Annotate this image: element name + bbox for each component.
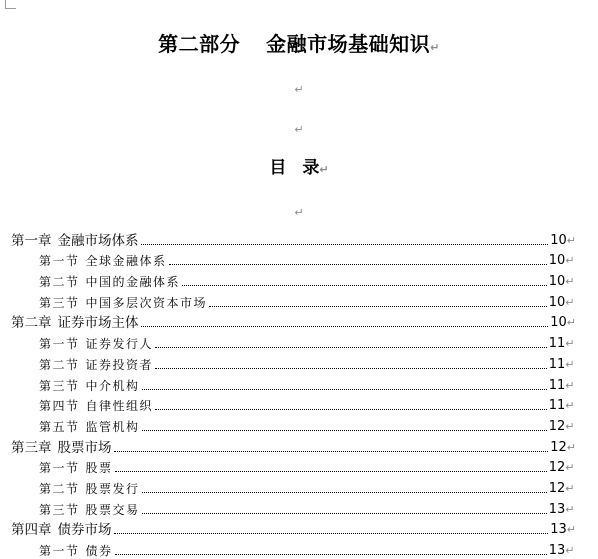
paragraph-mark-icon: ↵ (565, 295, 576, 309)
toc-entry-number: 第二章 (11, 315, 52, 332)
toc-section-entry[interactable] (11, 249, 576, 270)
toc-page-number: 12 (548, 418, 566, 434)
toc-section-entry[interactable] (11, 497, 576, 518)
empty-paragraph (0, 118, 598, 137)
toc-entry-label: 全球金融体系 (85, 254, 167, 269)
paragraph-mark-icon: ↵ (565, 544, 576, 557)
toc-dot-leader (155, 368, 547, 369)
toc-entry-number: 第一节 (39, 544, 80, 558)
toc-page-number: 10 (550, 315, 567, 331)
toc-page-number: 11 (548, 356, 566, 372)
toc-entry-number: 第四节 (39, 399, 80, 414)
text-boundary-corner-mark (5, 0, 16, 9)
toc-entry-number: 第一章 (11, 232, 52, 249)
paragraph-mark-icon: ↵ (294, 206, 304, 219)
toc-section-entry[interactable] (11, 331, 576, 352)
toc-dot-leader (114, 533, 549, 534)
toc-entry-label: 股票发行 (85, 481, 140, 496)
toc-entry-number: 第三节 (39, 378, 80, 393)
paragraph-mark-icon: ↵ (565, 399, 576, 413)
toc-entry-label: 中国的金融体系 (85, 275, 181, 290)
paragraph-mark-icon: ↵ (566, 316, 576, 330)
paragraph-mark-icon: ↵ (566, 523, 576, 537)
toc-chapter-entry[interactable] (11, 435, 576, 456)
toc-dot-leader (114, 451, 549, 452)
toc-section-entry[interactable] (11, 394, 576, 415)
toc-entry-label: 股票市场 (57, 439, 112, 456)
toc-page-number: 11 (548, 336, 566, 352)
toc-entry-number: 第二节 (39, 357, 80, 372)
toc-page-number: 10 (548, 274, 566, 290)
toc-dot-leader (142, 389, 547, 390)
paragraph-mark-icon: ↵ (565, 357, 576, 371)
toc-page-number: 13 (548, 543, 566, 558)
table-of-contents (11, 228, 576, 559)
paragraph-mark-icon: ↵ (430, 41, 440, 54)
toc-dot-leader (142, 492, 547, 493)
toc-dot-leader (155, 409, 547, 410)
toc-entry-label: 股票 (85, 461, 113, 476)
toc-page-number: 13 (550, 522, 567, 538)
toc-entry-number: 第三节 (39, 502, 80, 517)
toc-entry-label: 债券市场 (57, 522, 112, 539)
paragraph-mark-icon: ↵ (565, 275, 576, 289)
toc-entry-number: 第二节 (39, 481, 80, 496)
toc-heading-right: 录 (302, 158, 320, 178)
paragraph-mark-icon: ↵ (565, 502, 576, 516)
toc-page-number: 10 (548, 253, 566, 269)
toc-entry-label: 监管机构 (85, 419, 140, 434)
toc-section-entry[interactable] (11, 290, 576, 311)
toc-entry-number: 第二节 (39, 275, 80, 290)
toc-section-entry[interactable] (11, 538, 576, 559)
toc-entry-number: 第一节 (39, 461, 80, 476)
paragraph-mark-icon: ↵ (565, 254, 576, 268)
toc-chapter-entry[interactable] (11, 311, 576, 332)
toc-chapter-entry[interactable] (11, 228, 576, 249)
toc-dot-leader (209, 306, 547, 307)
toc-section-entry[interactable] (11, 476, 576, 497)
paragraph-mark-icon: ↵ (565, 461, 576, 475)
toc-page-number: 13 (548, 501, 566, 517)
toc-entry-label: 股票交易 (85, 502, 140, 517)
paragraph-mark-icon: ↵ (565, 481, 576, 495)
toc-dot-leader (182, 285, 547, 286)
toc-page-number: 10 (548, 294, 566, 310)
paragraph-mark-icon: ↵ (319, 163, 329, 176)
empty-paragraph (0, 201, 598, 220)
toc-section-entry[interactable] (11, 373, 576, 394)
toc-heading-left: 目 (269, 158, 287, 178)
toc-section-entry[interactable] (11, 269, 576, 290)
paragraph-mark-icon: ↵ (566, 233, 576, 247)
paragraph-mark-icon: ↵ (294, 83, 304, 96)
toc-entry-label: 中介机构 (85, 378, 140, 393)
toc-page-number: 11 (548, 398, 566, 414)
toc-entry-number: 第一节 (39, 337, 80, 352)
paragraph-mark-icon: ↵ (565, 337, 576, 351)
empty-paragraph (0, 78, 598, 97)
toc-entry-number: 第一节 (39, 254, 80, 269)
paragraph-mark-icon: ↵ (294, 123, 304, 136)
toc-entry-label: 证券发行人 (85, 337, 154, 352)
toc-chapter-entry[interactable] (11, 518, 576, 539)
toc-dot-leader (169, 264, 547, 265)
toc-page-number: 12 (550, 439, 567, 455)
toc-entry-label: 中国多层次资本市场 (85, 295, 208, 310)
toc-page-number: 11 (548, 377, 566, 393)
section-title (0, 28, 598, 57)
toc-entry-number: 第三章 (11, 439, 52, 456)
toc-dot-leader (142, 513, 547, 514)
toc-entry-label: 证券投资者 (85, 357, 154, 372)
toc-section-entry[interactable] (11, 414, 576, 435)
toc-dot-leader (141, 326, 549, 327)
toc-dot-leader (115, 554, 547, 555)
paragraph-mark-icon: ↵ (565, 378, 576, 392)
toc-dot-leader (155, 347, 547, 348)
toc-section-entry[interactable] (11, 352, 576, 373)
toc-heading (0, 153, 598, 178)
toc-dot-leader (142, 430, 547, 431)
toc-entry-label: 债券 (85, 544, 113, 558)
toc-dot-leader (115, 471, 547, 472)
toc-section-entry[interactable] (11, 456, 576, 477)
toc-page-number: 12 (548, 460, 566, 476)
toc-entry-number: 第三节 (39, 295, 80, 310)
paragraph-mark-icon: ↵ (565, 419, 576, 433)
toc-entry-number: 第四章 (11, 522, 52, 539)
toc-entry-number: 第五节 (39, 419, 80, 434)
toc-entry-label: 证券市场主体 (57, 315, 139, 332)
paragraph-mark-icon: ↵ (566, 440, 576, 454)
title-main: 金融市场基础知识 (266, 32, 431, 56)
toc-entry-label: 自律性组织 (85, 399, 154, 414)
toc-page-number: 12 (548, 480, 566, 496)
toc-entry-label: 金融市场体系 (57, 232, 139, 249)
toc-page-number: 10 (550, 232, 567, 248)
title-part: 第二部分 (158, 32, 241, 56)
toc-dot-leader (141, 244, 549, 245)
